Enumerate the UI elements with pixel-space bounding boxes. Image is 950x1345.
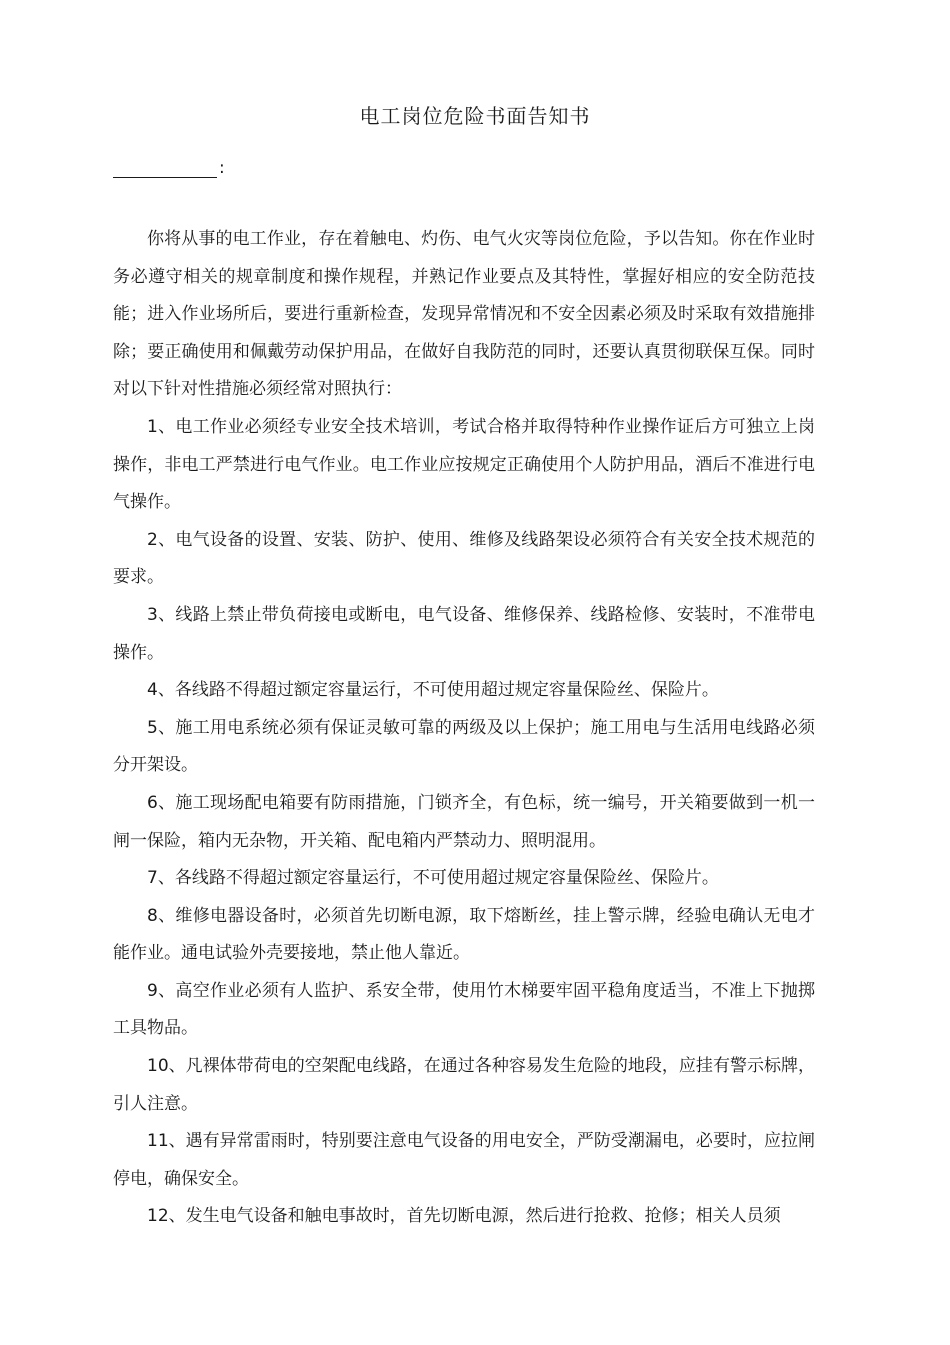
measure-item-4: 4、各线路不得超过额定容量运行，不可使用超过规定容量保险丝、保险片。 xyxy=(147,680,719,701)
measure-item-3: 3、线路上禁止带负荷接电或断电，电气设备、维修保养、线路检修、安装时，不准带电操作。 xyxy=(113,604,815,663)
measure-item-10: 10、凡裸体带荷电的空架配电线路，在通过各种容易发生危险的地段，应挂有警示标牌，引人注意。 xyxy=(113,1056,815,1114)
measure-item-5: 5、施工用电系统必须有保证灵敏可靠的两级及以上保护；施工用电与生活用电线路必须分开架设。 xyxy=(113,717,815,776)
measure-item-6: 6、施工现场配电箱要有防雨措施，门锁齐全，有色标，统一编号，开关箱要做到一机一闸一保险，箱内无杂物，开关箱、配电箱内严禁动力、照明混用。 xyxy=(113,792,815,851)
intro-paragraph: 你将从事的电工作业，存在着触电、灼伤、电气火灾等岗位危险，予以告知。你在作业时务必遵守相关的规章制度和操作规程，并熟记作业要点及其特性，掌握好相应的安全防范技能；进入作业场所后，要进行重新检查，发现异常情况和不安全因素必须及时采取有效措施排除；要正确使用和佩戴劳动保护用品，在做好自我防范的同时，还要认真贯彻联保互保。同时对以下针对性措施必须经常对照执行： xyxy=(113,229,815,400)
measure-item-12: 12、发生电气设备和触电事故时，首先切断电源，然后进行抢救、抢修；相关人员须 xyxy=(147,1206,781,1227)
measure-item-11: 11、遇有异常雷雨时，特别要注意电气设备的用电安全，严防受潮漏电，必要时，应拉闸停电，确保安全。 xyxy=(113,1131,815,1189)
measure-item-8: 8、维修电器设备时，必须首先切断电源，取下熔断丝，挂上警示牌，经验电确认无电才能作业。通电试验外壳要接地，禁止他人靠近。 xyxy=(113,905,815,964)
measure-item-2: 2、电气设备的设置、安装、防护、使用、维修及线路架设必须符合有关安全技术规范的要求。 xyxy=(113,529,815,588)
measure-item-7: 7、各线路不得超过额定容量运行，不可使用超过规定容量保险丝、保险片。 xyxy=(147,868,719,889)
addressee-blank xyxy=(113,157,217,178)
measure-item-1: 1、电工作业必须经专业安全技术培训，考试合格并取得特种作业操作证后方可独立上岗操作，非电工严禁进行电气作业。电工作业应按规定正确使用个人防护用品，酒后不准进行电气操作。 xyxy=(113,416,815,513)
addressee-colon: : xyxy=(219,158,225,178)
addressee-line xyxy=(113,150,225,178)
document-title: 电工岗位危险书面告知书 xyxy=(359,104,591,128)
measure-item-9: 9、高空作业必须有人监护、系安全带，使用竹木梯要牢固平稳角度适当，不准上下抛掷工具物品。 xyxy=(113,980,815,1039)
document-body xyxy=(113,221,815,1236)
